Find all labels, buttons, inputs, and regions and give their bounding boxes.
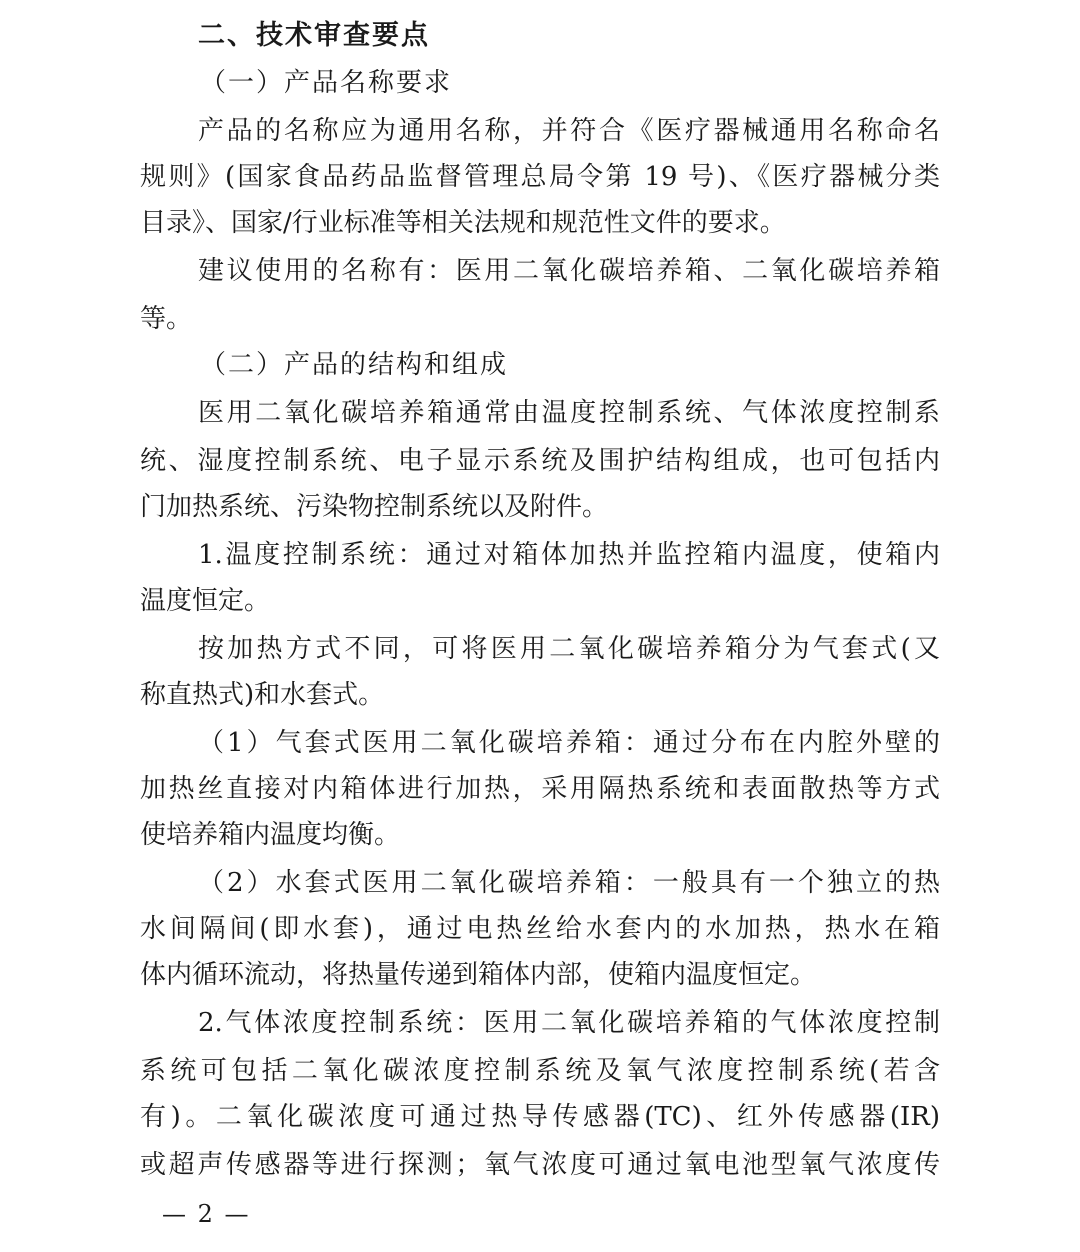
- subsection-title-product-name: （一）产品名称要求: [200, 68, 453, 98]
- paragraph-line: 温度恒定。: [140, 586, 271, 616]
- paragraph-line: 门加热系统、污染物控制系统以及附件。: [140, 492, 609, 522]
- subsection-title-structure: （二）产品的结构和组成: [200, 350, 509, 380]
- paragraph-line: 2.气体浓度控制系统：医用二氧化碳培养箱的气体浓度控制: [198, 1008, 940, 1038]
- paragraph-line: 目录》、国家/行业标准等相关法规和规范性文件的要求。: [140, 208, 786, 238]
- paragraph-line: 加热丝直接对内箱体进行加热，采用隔热系统和表面散热等方式: [140, 774, 940, 804]
- paragraph-line: 有)。二氧化碳浓度可通过热导传感器(TC)、红外传感器(IR): [140, 1102, 940, 1132]
- paragraph-line: 水间隔间(即水套)，通过电热丝给水套内的水加热，热水在箱: [140, 914, 940, 944]
- paragraph-line: 规则》(国家食品药品监督管理总局令第 19 号)、《医疗器械分类: [140, 162, 940, 192]
- paragraph-line: 产品的名称应为通用名称，并符合《医疗器械通用名称命名: [198, 116, 940, 146]
- paragraph-line: 统、湿度控制系统、电子显示系统及围护结构组成，也可包括内: [140, 446, 940, 476]
- paragraph-line: 等。: [140, 304, 193, 334]
- paragraph-line: 体内循环流动，将热量传递到箱体内部，使箱内温度恒定。: [140, 960, 817, 990]
- paragraph-line: 建议使用的名称有：医用二氧化碳培养箱、二氧化碳培养箱: [198, 256, 940, 286]
- paragraph-line: 使培养箱内温度均衡。: [140, 820, 401, 850]
- section-heading: 二、技术审查要点: [198, 20, 430, 51]
- paragraph-line: 或超声传感器等进行探测；氧气浓度可通过氧电池型氧气浓度传: [140, 1150, 940, 1180]
- paragraph-line: 系统可包括二氧化碳浓度控制系统及氧气浓度控制系统(若含: [140, 1056, 940, 1086]
- paragraph-line: （1）气套式医用二氧化碳培养箱：通过分布在内腔外壁的: [198, 728, 940, 758]
- page-number: — 2 —: [162, 1200, 251, 1228]
- paragraph-line: 1.温度控制系统：通过对箱体加热并监控箱内温度，使箱内: [198, 540, 940, 570]
- paragraph-line: 按加热方式不同，可将医用二氧化碳培养箱分为气套式(又: [198, 634, 940, 664]
- paragraph-line: 称直热式)和水套式。: [140, 680, 385, 710]
- paragraph-line: （2）水套式医用二氧化碳培养箱：一般具有一个独立的热: [198, 868, 940, 898]
- paragraph-line: 医用二氧化碳培养箱通常由温度控制系统、气体浓度控制系: [198, 398, 940, 428]
